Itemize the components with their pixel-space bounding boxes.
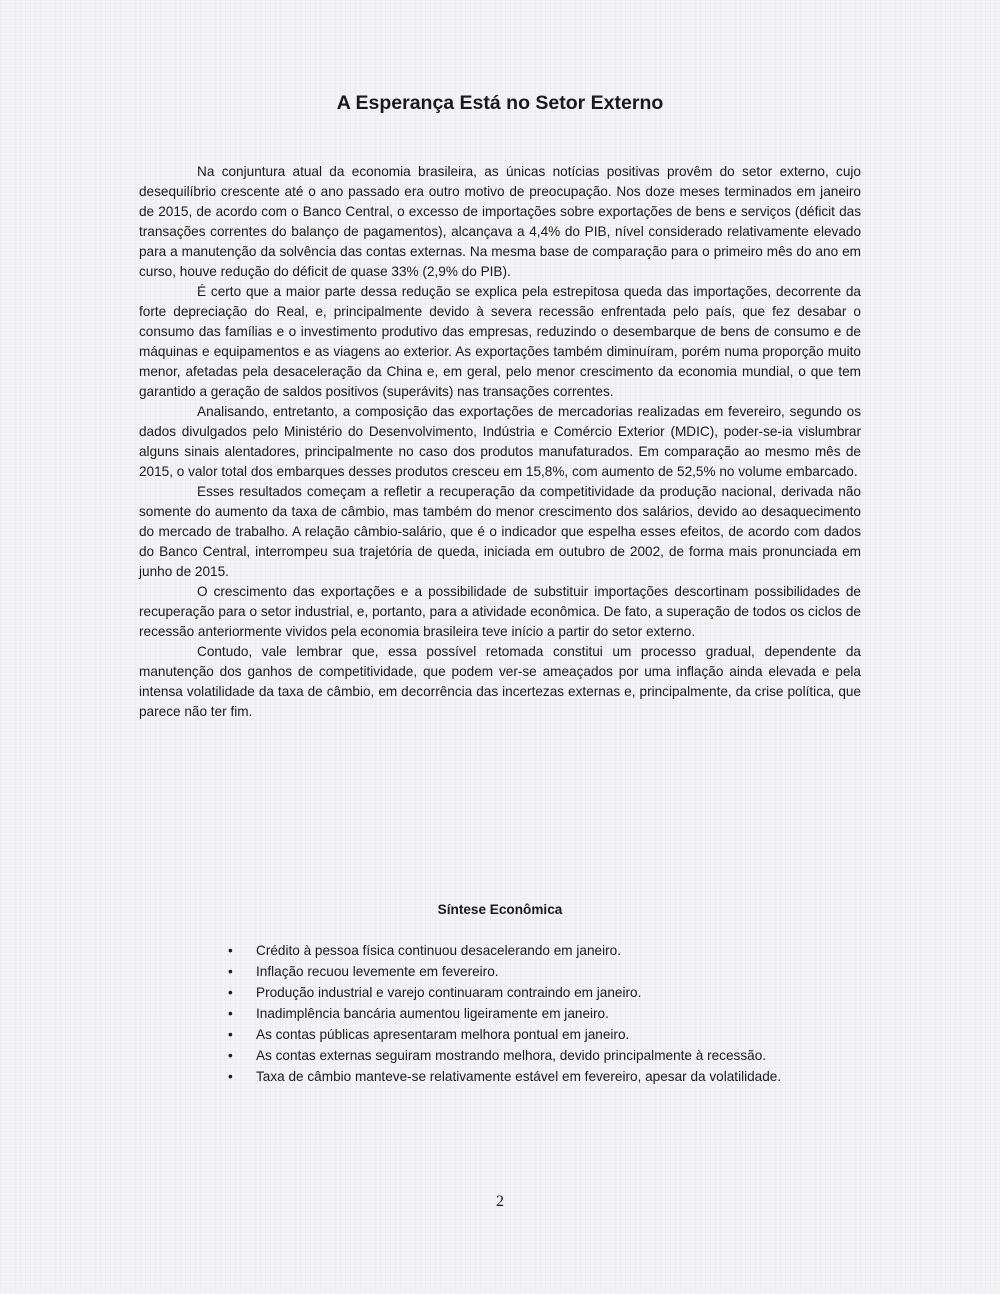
list-item [228,961,868,982]
article-paragraph: Analisando, entretanto, a composição das exportações de mercadorias realizadas em fevereiro, segundo os dados divulgados pelo Ministério do Desenvolvimento, Indústria e Comércio Exterior (MDIC), poder-se-ia vislumbrar alguns sinais alentadores, principalmente no caso dos produtos manufaturados. Em comparação ao mesmo mês de 2015, o valor total dos embarques desses produtos cresceu em 15,8%, com aumento de 52,5% no volume embarcado. [139,404,861,479]
page-title: A Esperança Está no Setor Externo [336,92,664,114]
list-item [228,940,868,961]
bullet-icon: • [228,1006,233,1021]
bullet-icon: • [228,1027,233,1042]
list-item-text: Crédito à pessoa física continuou desacelerando em janeiro. [256,943,621,958]
list-item [228,982,868,1003]
article-body [139,162,861,722]
bullet-icon: • [228,1048,233,1063]
bullet-icon: • [228,964,233,979]
article-paragraph: É certo que a maior parte dessa redução se explica pela estrepitosa queda das importações, decorrente da forte depreciação do Real, e, principalmente devido à severa recessão enfrentada pelo país, que fez desabar o consumo das famílias e o investimento produtivo das empresas, reduzindo o desembarque de bens de consumo e de máquinas e equipamentos e as viagens ao exterior. As exportações também diminuíram, porém numa proporção muito menor, afetadas pela desaceleração da China e, em geral, pelo menor crescimento da economia mundial, o que tem garantido a geração de saldos positivos (superávits) nas transações correntes. [139,284,861,399]
list-item [228,1045,868,1066]
bullet-icon: • [228,985,233,1000]
list-item-text: As contas externas seguiram mostrando melhora, devido principalmente à recessão. [256,1048,767,1063]
list-item-text: Inflação recuou levemente em fevereiro. [256,964,499,979]
synthesis-heading: Síntese Econômica [437,902,563,917]
list-item-text: Produção industrial e varejo continuaram contraindo em janeiro. [256,985,642,1000]
article-paragraph: Na conjuntura atual da economia brasileira, as únicas notícias positivas provêm do setor externo, cujo desequilíbrio crescente até o ano passado era outro motivo de preocupação. Nos doze meses terminados em janeiro de 2015, de acordo com o Banco Central, o excesso de importações sobre exportações de bens e serviços (déficit das transações correntes do balanço de pagamentos), alcançava a 4,4% do PIB, nível considerado relativamente elevado para a manutenção da solvência das contas externas. Na mesma base de comparação para o primeiro mês do ano em curso, houve redução do déficit de quase 33% (2,9% do PIB). [139,164,861,279]
list-item-text: Taxa de câmbio manteve-se relativamente estável em fevereiro, apesar da volatilidade. [256,1069,782,1084]
bullet-icon: • [228,943,233,958]
list-item [228,1003,868,1024]
article-paragraph: Esses resultados começam a refletir a recuperação da competitividade da produção nacional, derivada não somente do aumento da taxa de câmbio, mas também do menor crescimento dos salários, devido ao desaquecimento do mercado de trabalho. A relação câmbio-salário, que é o indicador que espelha esses efeitos, de acordo com dados do Banco Central, interrompeu sua trajetória de queda, iniciada em outubro de 2002, de forma mais pronunciada em junho de 2015. [139,484,861,579]
synthesis-list [228,940,868,1087]
bullet-icon: • [228,1069,233,1084]
list-item-text: As contas públicas apresentaram melhora pontual em janeiro. [256,1027,630,1042]
list-item [228,1024,868,1045]
article-paragraph: Contudo, vale lembrar que, essa possível retomada constitui um processo gradual, dependente da manutenção dos ganhos de competitividade, que podem ver-se ameaçados por uma inflação ainda elevada e pela intensa volatilidade da taxa de câmbio, em decorrência das incertezas externas e, principalmente, da crise política, que parece não ter fim. [139,644,861,719]
list-item-text: Inadimplência bancária aumentou ligeiramente em janeiro. [256,1006,609,1021]
article-paragraph: O crescimento das exportações e a possibilidade de substituir importações descortinam possibilidades de recuperação para o setor industrial, e, portanto, para a atividade econômica. De fato, a superação de todos os ciclos de recessão anteriormente vividos pela economia brasileira teve início a partir do setor externo. [139,584,861,639]
list-item [228,1066,868,1087]
page-number: 2 [496,1193,504,1210]
